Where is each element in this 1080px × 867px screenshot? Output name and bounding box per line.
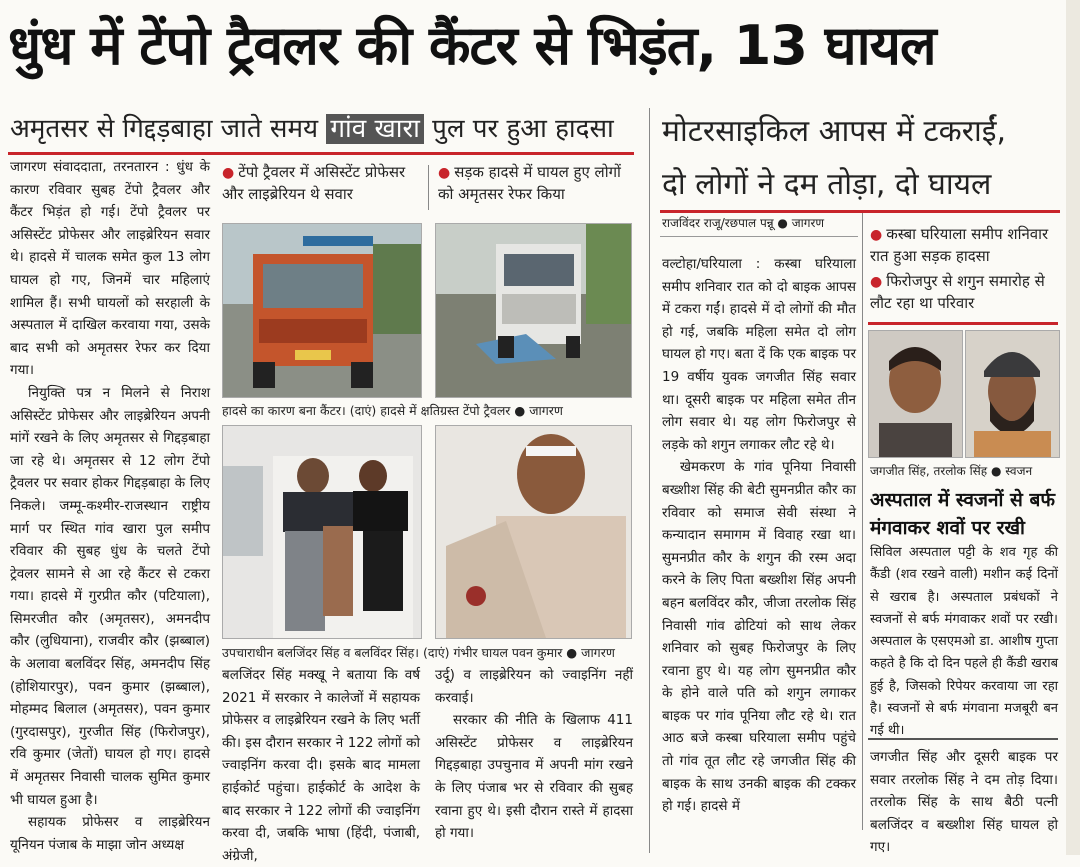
photo-caption-1: हादसे का कारण बना कैंटर। (दाएं) हादसे में क्षतिग्रस्त टेंपो ट्रैवलर ● जागरण	[222, 403, 563, 418]
main-story-column-1	[10, 156, 210, 853]
second-story-body	[662, 253, 856, 853]
subheadline-highlight: गांव खारा	[326, 114, 423, 144]
main-story-paragraph-1: जागरण संवाददाता, तरनतारन : धुंध के कारण रविवार सुबह टेंपो ट्रैवलर और कैंटर भिड़ंत हो गई। टेंपो ट्रैवलर पर असिस्टेंट प्रोफेसर और लाइब्रेरियन सवार थे। हादसे में चालक समेत कुल 13 लोग घायल हो गए, जिनमें चार महिलाएं शामिल हैं। सभी घायलों को सरहाली के अस्पताल में दाखिल करवाया गया, उसके बाद सभी को अमृतसर रेफर कर दिया गया।	[10, 159, 210, 379]
main-story-column-3	[435, 664, 633, 854]
bullet-dot-icon: ●	[222, 165, 235, 181]
sidebar-headline: अस्पताल में स्वजनों से बर्फ मंगवाकर शवों पर रखी	[870, 489, 1056, 539]
page-column-divider	[649, 108, 650, 853]
sidebar-rule	[868, 738, 1058, 740]
subheadline-after: पुल पर हुआ हादसा	[432, 114, 614, 144]
second-bullet-2	[870, 271, 1060, 314]
subheadline-before: अमृतसर से गिद्दड़बाहा जाते समय	[10, 114, 319, 144]
main-story-column-3-part-2: सरकार की नीति के खिलाफ 411 असिस्टेंट प्रोफेसर व लाइब्रेरियन गिद्दड़बाहा उपचुनाव में अपनी मांग रखने के लिए पंजाब भर से रविवार की सुबह रवाना हुए थे। इसी दौरान रास्ते में हादसा हो गया।	[435, 712, 633, 842]
bullet-dot-icon: ●	[870, 274, 883, 290]
second-story-divider	[862, 212, 863, 830]
second-bullet-2-text: फिरोजपुर से शगुन समारोह से लौट रहा था परिवार	[870, 272, 1045, 312]
jagjit-singh-portrait	[868, 330, 963, 458]
canter-truck-photo	[222, 223, 422, 398]
second-bullets-rule	[868, 322, 1058, 325]
second-red-rule	[660, 210, 1060, 213]
second-story-ending: जगजीत सिंह और दूसरी बाइक पर सवार तरलोक सिंह ने दम तोड़ दिया। तरलोक सिंह के साथ बैठी पत्नी बलजिंदर व बख्शीश सिंह घायल हो गए।	[870, 749, 1058, 856]
bullet-dot-icon: ●	[438, 165, 451, 181]
second-bullet-1	[870, 224, 1060, 267]
injured-in-hospital-photo	[222, 425, 422, 639]
sidebar-body: सिविल अस्पताल पट्टी के शव गृह की कैंडी (शव रखने वाली) मशीन कई दिनों से खराब है। अस्पताल प्रबंधकों ने स्वजनों से बर्फ मंगवाकर शवों पर रखी। अस्पताल के एसएमओ डा. आशीष गुप्ता कहते है कि दो दिन पहले ही कैंडी खराब हुई है, जिसको रिपेयर करवाया जा रहा है। स्वजनों से बर्फ मंगवाना मजबूरी बन गई थी।	[870, 545, 1058, 739]
second-headline-line-1: मोटरसाइकिल आपस में टकराईं,	[662, 114, 1007, 149]
main-red-rule	[8, 152, 634, 155]
main-story-column-2: बलजिंदर सिंह मक्खू ने बताया कि वर्ष 2021 में सरकार ने कालेजों में सहायक प्रोफेसर व लाइब्रेरियन रखने के लिए भर्ती की। इस दौरान सरकार ने 122 लोगों को ज्वाइनिंग करवा दी। इसके बाद मामला हाईकोर्ट पहुंचा। हाईकोर्ट के आदेश के बाद सरकार ने 122 लोगों की ज्वाइनिंग करवा दी, जबकि भाषा (हिंदी, पंजाबी, अंग्रेजी,	[222, 667, 420, 864]
adjacent-page-edge	[1066, 0, 1080, 855]
portrait-caption: जगजीत सिंह, तरलोक सिंह ● स्वजन	[870, 464, 1033, 478]
main-bullet-1	[222, 162, 422, 205]
main-subheadline	[10, 112, 614, 146]
second-byline: राजविंदर राजू/रछपाल पन्नू ● जागरण	[662, 216, 825, 230]
second-bullet-1-text: कस्बा घरियाला समीप शनिवार रात हुआ सड़क हादसा	[870, 225, 1049, 265]
bullet-divider	[428, 165, 429, 210]
bullet-dot-icon: ●	[870, 227, 883, 243]
main-story-column-3-part-1: उर्दू) व लाइब्रेरियन को ज्वाइनिंग नहीं करवाई।	[435, 667, 633, 706]
main-story-paragraph-3: सहायक प्रोफेसर व लाइब्रेरियन यूनियन पंजाब के माझा जोन अध्यक्ष	[10, 814, 210, 853]
main-bullet-2-text: सड़क हादसे में घायल हुए लोगों को अमृतसर रेफर किया	[438, 163, 621, 203]
second-story-paragraph-1: वल्टोहा/घरियाला : कस्बा घरियाला समीप शनिवार रात को दो बाइक आपस में टकरा गईं। हादसे में दो लोगों की मौत हो गई, जबकि महिला समेत दो लोग घायल हो गए। बता दें कि एक बाइक पर 19 वर्षीय युवक जगजीत सिंह सवार था। दूसरी बाइक पर महिला समेत तीन लोग सवार थे। यह लोग फिरोजपुर से लड़के को शगुन लगाकर लौट रहे थे।	[662, 256, 856, 453]
second-headline-line-2: दो लोगों ने दम तोड़ा, दो घायल	[662, 167, 992, 202]
main-headline: धुंध में टेंपो ट्रैवलर की कैंटर से भिड़ंत, 13 घायल	[8, 14, 936, 77]
main-bullet-2	[438, 162, 633, 205]
second-story-paragraph-2: खेमकरण के गांव पूनिया निवासी बख्शीश सिंह की बेटी सुमनप्रीत कौर का रविवार को समाज सेवी संस्था ने कन्यादान समागम में विवाह रखा था। सुमनप्रीत कौर के शगुन की रस्म अदा करने के लिए पिता बख्शीश सिंह अपनी बहन बलविंदर कौर, जीजा तरलोक सिंह निवासी गांव ढोटियां को साथ लेकर शनिवार को सुबह फिरोजपुर के लिए रवाना हुए थे। यह लोग सुमनप्रीत कौर के होने वाले पति को शगुन लगाकर बाइक पर गांव पूनिया लौट रहे थे। रात आठ बजे कस्बा घरियाला समीप पहुंचे तो गांव तूत लौट रहे जगजीत सिंह की बाइक के साथ उनकी बाइक की टक्कर हो गई। हादसे में	[662, 459, 856, 815]
main-bullet-1-text: टेंपो ट्रैवलर में असिस्टेंट प्रोफेसर और लाइब्रेरियन थे सवार	[222, 163, 406, 203]
byline-rule	[660, 236, 858, 237]
injured-pawan-kumar-photo	[435, 425, 632, 639]
photo-caption-2: उपचाराधीन बलजिंदर सिंह व बलविंदर सिंह। (दाएं) गंभीर घायल पवन कुमार ● जागरण	[222, 645, 615, 660]
tarlok-singh-portrait	[965, 330, 1060, 458]
damaged-tempo-traveller-photo	[435, 223, 632, 398]
main-story-paragraph-2: नियुक्ति पत्र न मिलने से निराश असिस्टेंट प्रोफेसर और लाइब्रेरियन अपनी मांगें रखने के लिए अमृतसर से गिद्दड़बाहा जा रहे थे। अमृतसर से 12 लोग टेंपो ट्रैवलर पर सवार होकर गिद्दड़बाहा के लिए निकले। जम्मू-कश्मीर-राजस्थान राष्ट्रीय मार्ग पर स्थित गांव खारा पुल समीप रविवार की सुबह धुंध के चलते टेंपो ट्रेवलर सामने से आ रहे कैंटर से टकरा गया। हादसे में गुरप्रीत कौर (पटियाला), सिमरजीत कौर (अमृतसर), अमनदीप कौर (लुधियाना), राजवीर कौर (झब्बाल) के अलावा बलविंदर सिंह, अमनदीप सिंह (होशियारपुर), पवन कुमार (झब्बाल), मोहम्मद बिलाल (अमृतसर), पवन कुमार (गुरदासपुर), गुरजीत सिंह (फिरोजपुर), रवि कुमार (जेतों) घायल हो गए। हादसे में अमृतसर निवासी चालक सुमित कुमार भी घायल हुआ है।	[10, 384, 210, 808]
